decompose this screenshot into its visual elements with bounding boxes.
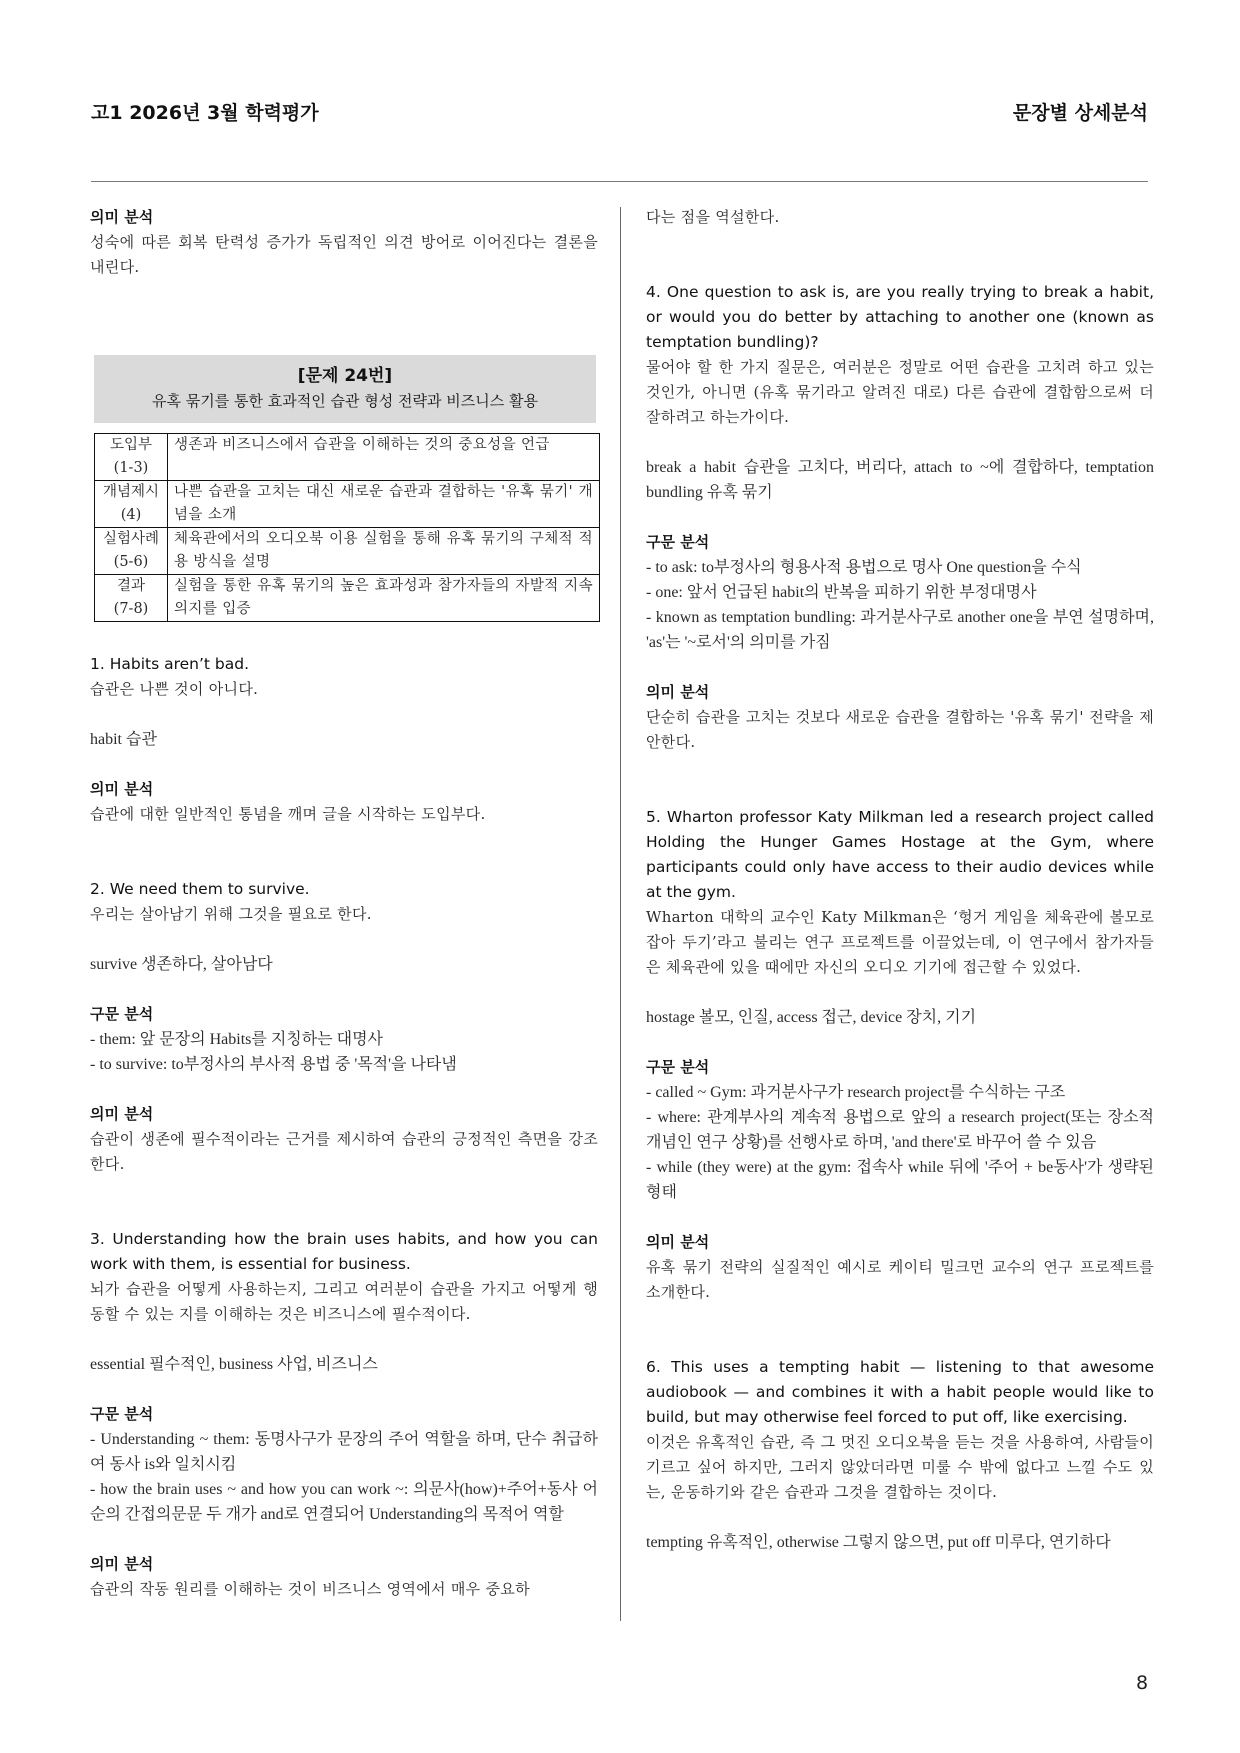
meaning-text: 습관의 작동 원리를 이해하는 것이 비즈니스 영역에서 매우 중요하 bbox=[90, 1580, 530, 1598]
table-row bbox=[95, 575, 600, 622]
korean-translation: 이것은 유혹적인 습관, 즉 그 멋진 오디오북을 듣는 것을 사용하여, 사람들이 기르고 싶어 하지만, 그러지 않았더라면 미룰 수 밖에 없다고 느낄 수도 있는, 운동하기와 같은 습관과 그것을 결합하는 것이다. bbox=[646, 1433, 1154, 1501]
syntax-heading: 구문 분석 bbox=[646, 1058, 710, 1076]
meaning-heading: 의미 분석 bbox=[90, 1105, 154, 1123]
sentence-block-6 bbox=[646, 1355, 1154, 1555]
meaning-heading: 의미 분석 bbox=[646, 683, 710, 701]
right-column bbox=[646, 205, 1154, 1555]
english-sentence: 4. One question to ask is, are you really trying to break a habit, or would you do better by attaching to another one (known as temptation bundling)? bbox=[646, 283, 1154, 351]
english-sentence: 2. We need them to survive. bbox=[90, 880, 310, 898]
exam-title: 고1 2026년 3월 학력평가 bbox=[91, 102, 319, 124]
meaning-text-continued: 다는 점을 역설한다. bbox=[646, 208, 780, 226]
page-number: 8 bbox=[1136, 1672, 1149, 1694]
english-sentence: 3. Understanding how the brain uses habits, and how you can work with them, is essential for business. bbox=[90, 1230, 598, 1273]
korean-translation: 뇌가 습관을 어떻게 사용하는지, 그리고 여러분이 습관을 가지고 어떻게 행동할 수 있는 지를 이해하는 것은 비즈니스에 필수적이다. bbox=[90, 1280, 598, 1323]
syntax-item: - them: 앞 문장의 Habits를 지칭하는 대명사 bbox=[90, 1031, 384, 1048]
structure-part: 결과 (7-8) bbox=[95, 575, 168, 622]
syntax-item: - where: 관계부사의 계속적 용법으로 앞의 a research project(또는 장소적 개념인 연구 상황)를 선행사로 하며, 'and there'로 바꾸어 쓸 수 있음 bbox=[646, 1109, 1154, 1151]
structure-description: 체육관에서의 오디오북 이용 실험을 통해 유혹 묶기의 구체적 적용 방식을 설명 bbox=[168, 528, 600, 575]
sentence-block-3 bbox=[90, 1227, 598, 1602]
korean-translation: Wharton 대학의 교수인 Katy Milkman은 ‘헝거 게임을 체육관에 볼모로 잡아 두기’라고 불리는 연구 프로젝트를 이끌었는데, 이 연구에서 참가자들은 체육관에 있을 때에만 자신의 오디오 기기에 접근할 수 있었다. bbox=[646, 908, 1154, 976]
syntax-item: - how the brain uses ~ and how you can work ~: 의문사(how)+주어+동사 어순의 간접의문문 두 개가 and로 연결되어 Understanding의 목적어 역할 bbox=[90, 1481, 598, 1523]
vocabulary: essential 필수적인, business 사업, 비즈니스 bbox=[90, 1356, 378, 1373]
syntax-heading: 구문 분석 bbox=[90, 1405, 154, 1423]
vocabulary: hostage 볼모, 인질, access 접근, device 장치, 기기 bbox=[646, 1009, 977, 1026]
page-header bbox=[91, 98, 1148, 128]
problem-number: [문제 24번] bbox=[297, 366, 393, 386]
left-column bbox=[90, 205, 598, 1602]
sentence-block-4 bbox=[646, 280, 1154, 755]
header-divider bbox=[91, 181, 1148, 182]
table-row bbox=[95, 481, 600, 528]
syntax-item: - one: 앞서 언급된 habit의 반복을 피하기 위한 부정대명사 bbox=[646, 584, 1037, 601]
section-title: 문장별 상세분석 bbox=[1012, 102, 1148, 124]
passage-structure-table bbox=[94, 433, 600, 622]
meaning-text: 유혹 묶기 전략의 실질적인 예시로 케이티 밀크먼 교수의 연구 프로젝트를 소개한다. bbox=[646, 1258, 1154, 1301]
meaning-text: 성숙에 따른 회복 탄력성 증가가 독립적인 의견 방어로 이어진다는 결론을 내린다. bbox=[90, 233, 598, 276]
syntax-item: - to ask: to부정사의 형용사적 용법으로 명사 One question을 수식 bbox=[646, 559, 1082, 576]
meaning-heading: 의미 분석 bbox=[90, 1555, 154, 1573]
meaning-text: 단순히 습관을 고치는 것보다 새로운 습관을 결합하는 '유혹 묶기' 전략을 제안한다. bbox=[646, 708, 1154, 751]
structure-part: 도입부 (1-3) bbox=[95, 434, 168, 481]
meaning-text: 습관이 생존에 필수적이라는 근거를 제시하여 습관의 긍정적인 측면을 강조한다. bbox=[90, 1130, 598, 1173]
vocabulary: tempting 유혹적인, otherwise 그렇지 않으면, put off 미루다, 연기하다 bbox=[646, 1534, 1111, 1551]
sentence-block-5 bbox=[646, 805, 1154, 1305]
meaning-heading: 의미 분석 bbox=[90, 780, 154, 798]
sentence-block-2 bbox=[90, 877, 598, 1177]
korean-translation: 우리는 살아남기 위해 그것을 필요로 한다. bbox=[90, 905, 372, 923]
structure-description: 생존과 비즈니스에서 습관을 이해하는 것의 중요성을 언급 bbox=[168, 434, 600, 481]
structure-part: 실험사례 (5-6) bbox=[95, 528, 168, 575]
korean-translation: 습관은 나쁜 것이 아니다. bbox=[90, 680, 259, 698]
meaning-heading: 의미 분석 bbox=[646, 1233, 710, 1251]
meaning-heading: 의미 분석 bbox=[90, 208, 154, 226]
english-sentence: 1. Habits aren’t bad. bbox=[90, 655, 250, 673]
syntax-item: - known as temptation bundling: 과거분사구로 another one을 부연 설명하며, 'as'는 '~로서'의 의미를 가짐 bbox=[646, 609, 1154, 651]
problem-topic: 유혹 묶기를 통한 효과적인 습관 형성 전략과 비즈니스 활용 bbox=[152, 392, 538, 410]
carry-over-meaning bbox=[90, 205, 598, 280]
sentence-block-1 bbox=[90, 652, 598, 827]
table-row bbox=[95, 434, 600, 481]
vocabulary: survive 생존하다, 살아남다 bbox=[90, 956, 273, 973]
vocabulary: habit 습관 bbox=[90, 731, 157, 748]
meaning-text: 습관에 대한 일반적인 통념을 깨며 글을 시작하는 도입부다. bbox=[90, 805, 486, 823]
structure-part: 개념제시 (4) bbox=[95, 481, 168, 528]
syntax-item: - to survive: to부정사의 부사적 용법 중 '목적'을 나타냄 bbox=[90, 1056, 457, 1073]
syntax-item: - called ~ Gym: 과거분사구가 research project를 수식하는 구조 bbox=[646, 1084, 1066, 1101]
syntax-item: - while (they were) at the gym: 접속사 while 뒤에 '주어 + be동사'가 생략된 형태 bbox=[646, 1159, 1154, 1201]
syntax-heading: 구문 분석 bbox=[90, 1005, 154, 1023]
syntax-item: - Understanding ~ them: 동명사구가 문장의 주어 역할을 하며, 단수 취급하여 동사 is와 일치시킴 bbox=[90, 1431, 598, 1473]
structure-description: 실험을 통한 유혹 묶기의 높은 효과성과 참가자들의 자발적 지속 의지를 입증 bbox=[168, 575, 600, 622]
english-sentence: 6. This uses a tempting habit — listening to that awesome audiobook — and combines it with a habit people would like to build, but may otherwise feel forced to put off, like exercising. bbox=[646, 1358, 1154, 1426]
problem-header-box bbox=[94, 355, 596, 423]
vocabulary: break a habit 습관을 고치다, 버리다, attach to ~에 결합하다, temptation bundling 유혹 묶기 bbox=[646, 459, 1154, 501]
syntax-heading: 구문 분석 bbox=[646, 533, 710, 551]
column-divider bbox=[620, 207, 621, 1621]
structure-description: 나쁜 습관을 고치는 대신 새로운 습관과 결합하는 '유혹 묶기' 개념을 소개 bbox=[168, 481, 600, 528]
english-sentence: 5. Wharton professor Katy Milkman led a research project called Holding the Hunger Games Hostage at the Gym, where participants could only have access to their audio devices while at the gym. bbox=[646, 808, 1154, 901]
korean-translation: 물어야 할 한 가지 질문은, 여러분은 정말로 어떤 습관을 고치려 하고 있는 것인가, 아니면 (유혹 묶기라고 알려진 대로) 다른 습관에 결합함으로써 더 잘하려고 하는가이다. bbox=[646, 358, 1154, 426]
table-row bbox=[95, 528, 600, 575]
